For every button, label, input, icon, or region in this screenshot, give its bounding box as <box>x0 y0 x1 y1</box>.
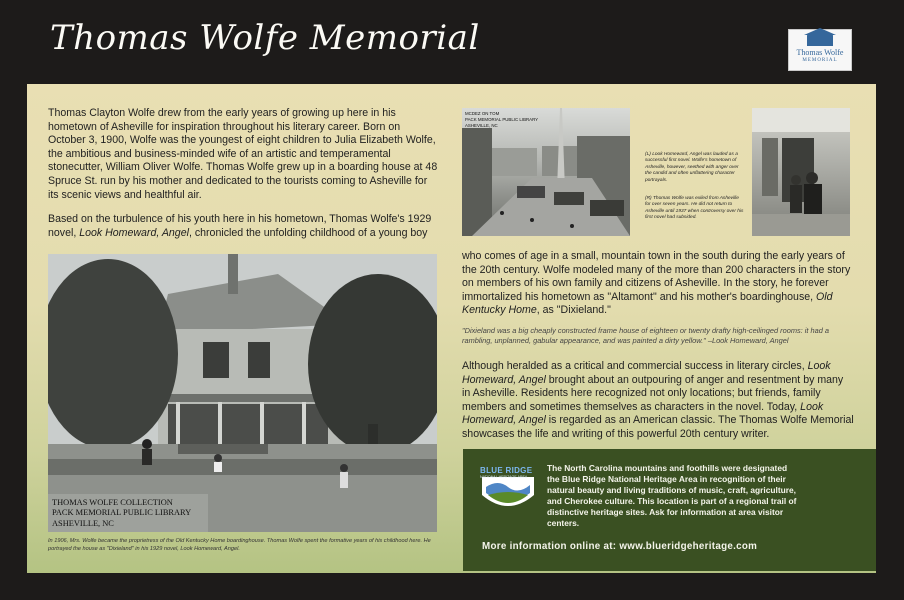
old-kentucky-home-title: Old Kentucky Home <box>462 290 833 317</box>
blue-ridge-heritage-logo <box>478 465 538 515</box>
heritage-logo-subtitle: NATIONAL HERITAGE AREA <box>480 475 528 479</box>
house-photo-caption: In 1906, Mrs. Wolfe became the proprietress of the Old Kentucky Home boardinghouse. Thomas Wolfe spent the formative years of his childhood here. He portrayed the house as "Dixieland" in his 1929 novel, Look Homeward, Angel. <box>48 538 431 552</box>
intro-paragraph-1: Thomas Clayton Wolfe drew from the early years of growing up here in his hometown of Asheville for inspiration throughout his literary career. Born on October 3, 1900, Wolfe was the youngest of eight children to Julia Elizabeth Wolfe, the ambitious and business-minded wife of an artistic and temperamental stonecutter, William Oliver Wolfe. Thomas Wolfe grew up in a boarding house at 48 Spruce St. run by his mother and dedicated to the tourists coming to Asheville for its scenic views and healthful air. <box>48 107 438 201</box>
memorial-logo-name: Thomas Wolfe <box>796 48 844 57</box>
memorial-logo-subtitle: MEMORIAL <box>802 58 838 63</box>
street-photo-credit-3: ASHEVILLE, NC <box>465 123 498 128</box>
novel-title: Look Homeward, Angel <box>79 226 189 239</box>
heritage-area-description: The North Carolina mountains and foothills were designated the Blue Ridge National Heritage Area in recognition of their natural beauty and living traditions of music, craft, agriculture, and Cherokee culture. This location is part of a regional trail of distinctive heritage sites. Ask for information at area visitor centers. <box>547 463 797 529</box>
dixieland-quote: "Dixieland was a big cheaply constructed frame house of eighteen or twenty drafty high-ceilinged rooms: it had a rambling, unplanned, gabular appearance, and was painted a dirty yellow." –Look Homeward, Angel <box>462 326 830 346</box>
street-photo-caption: (L) Look Homeward, Angel was lauded as a successful first novel. Wolfe's hometown of Asheville, however, seethed with anger over the candid and often unflattering character portrayals. <box>645 152 739 183</box>
portrait-photo-caption: (R) Thomas Wolfe was exiled from Asheville for over seven years. He did not return to Asheville until 1937 when controversy over his first novel had subsided. <box>645 196 744 221</box>
street-photo <box>462 108 630 236</box>
street-photo-credit-1: MCDEZ ON TOM <box>465 111 500 116</box>
sign-title: Thomas Wolfe Memorial <box>50 18 480 58</box>
wolfe-portrait-photo <box>752 108 850 236</box>
street-photo-credit-2: PACK MEMORIAL PUBLIC LIBRARY <box>465 117 539 122</box>
old-kentucky-home-photo <box>48 254 437 532</box>
heritage-logo-name: BLUE RIDGE <box>480 466 533 475</box>
house-icon <box>807 34 833 46</box>
boardinghouse-illustration <box>48 254 437 532</box>
memorial-logo <box>788 29 852 71</box>
intro-paragraph-2: Based on the turbulence of his youth here in his hometown, Thomas Wolfe's 1929 novel, Look Homeward, Angel, chronicled the unfolding childhood of a young boy <box>48 213 432 239</box>
continued-paragraph-2: Although heralded as a critical and commercial success in literary circles, Look Homeward, Angel brought about an outpouring of anger and resentment by many in Asheville. Residents here recognized not only locations; but friends, family members and sometimes themselves as characters in the novel. Today, Look Homeward, Angel is regarded as an American classic. The Thomas Wolfe Memorial showcases the life and writing of this powerful 20th century writer. <box>462 360 854 440</box>
porch-scene-illustration <box>752 108 850 236</box>
continued-paragraph-1: who comes of age in a small, mountain town in the south during the early years of the 20th century. Wolfe modeled many of the more than 200 characters in the story on members of his own family and citizens of Asheville. In the story, he forever immortalized his hometown as "Altamont" and his mother's boardinghouse, Old Kentucky Home, as "Dixieland." <box>462 250 851 317</box>
house-photo-credit: THOMAS WOLFE COLLECTION PACK MEMORIAL PUBLIC LIBRARY ASHEVILLE, NC <box>52 498 192 528</box>
heritage-website-link[interactable]: More information online at: www.blueridgeheritage.com <box>482 541 758 552</box>
